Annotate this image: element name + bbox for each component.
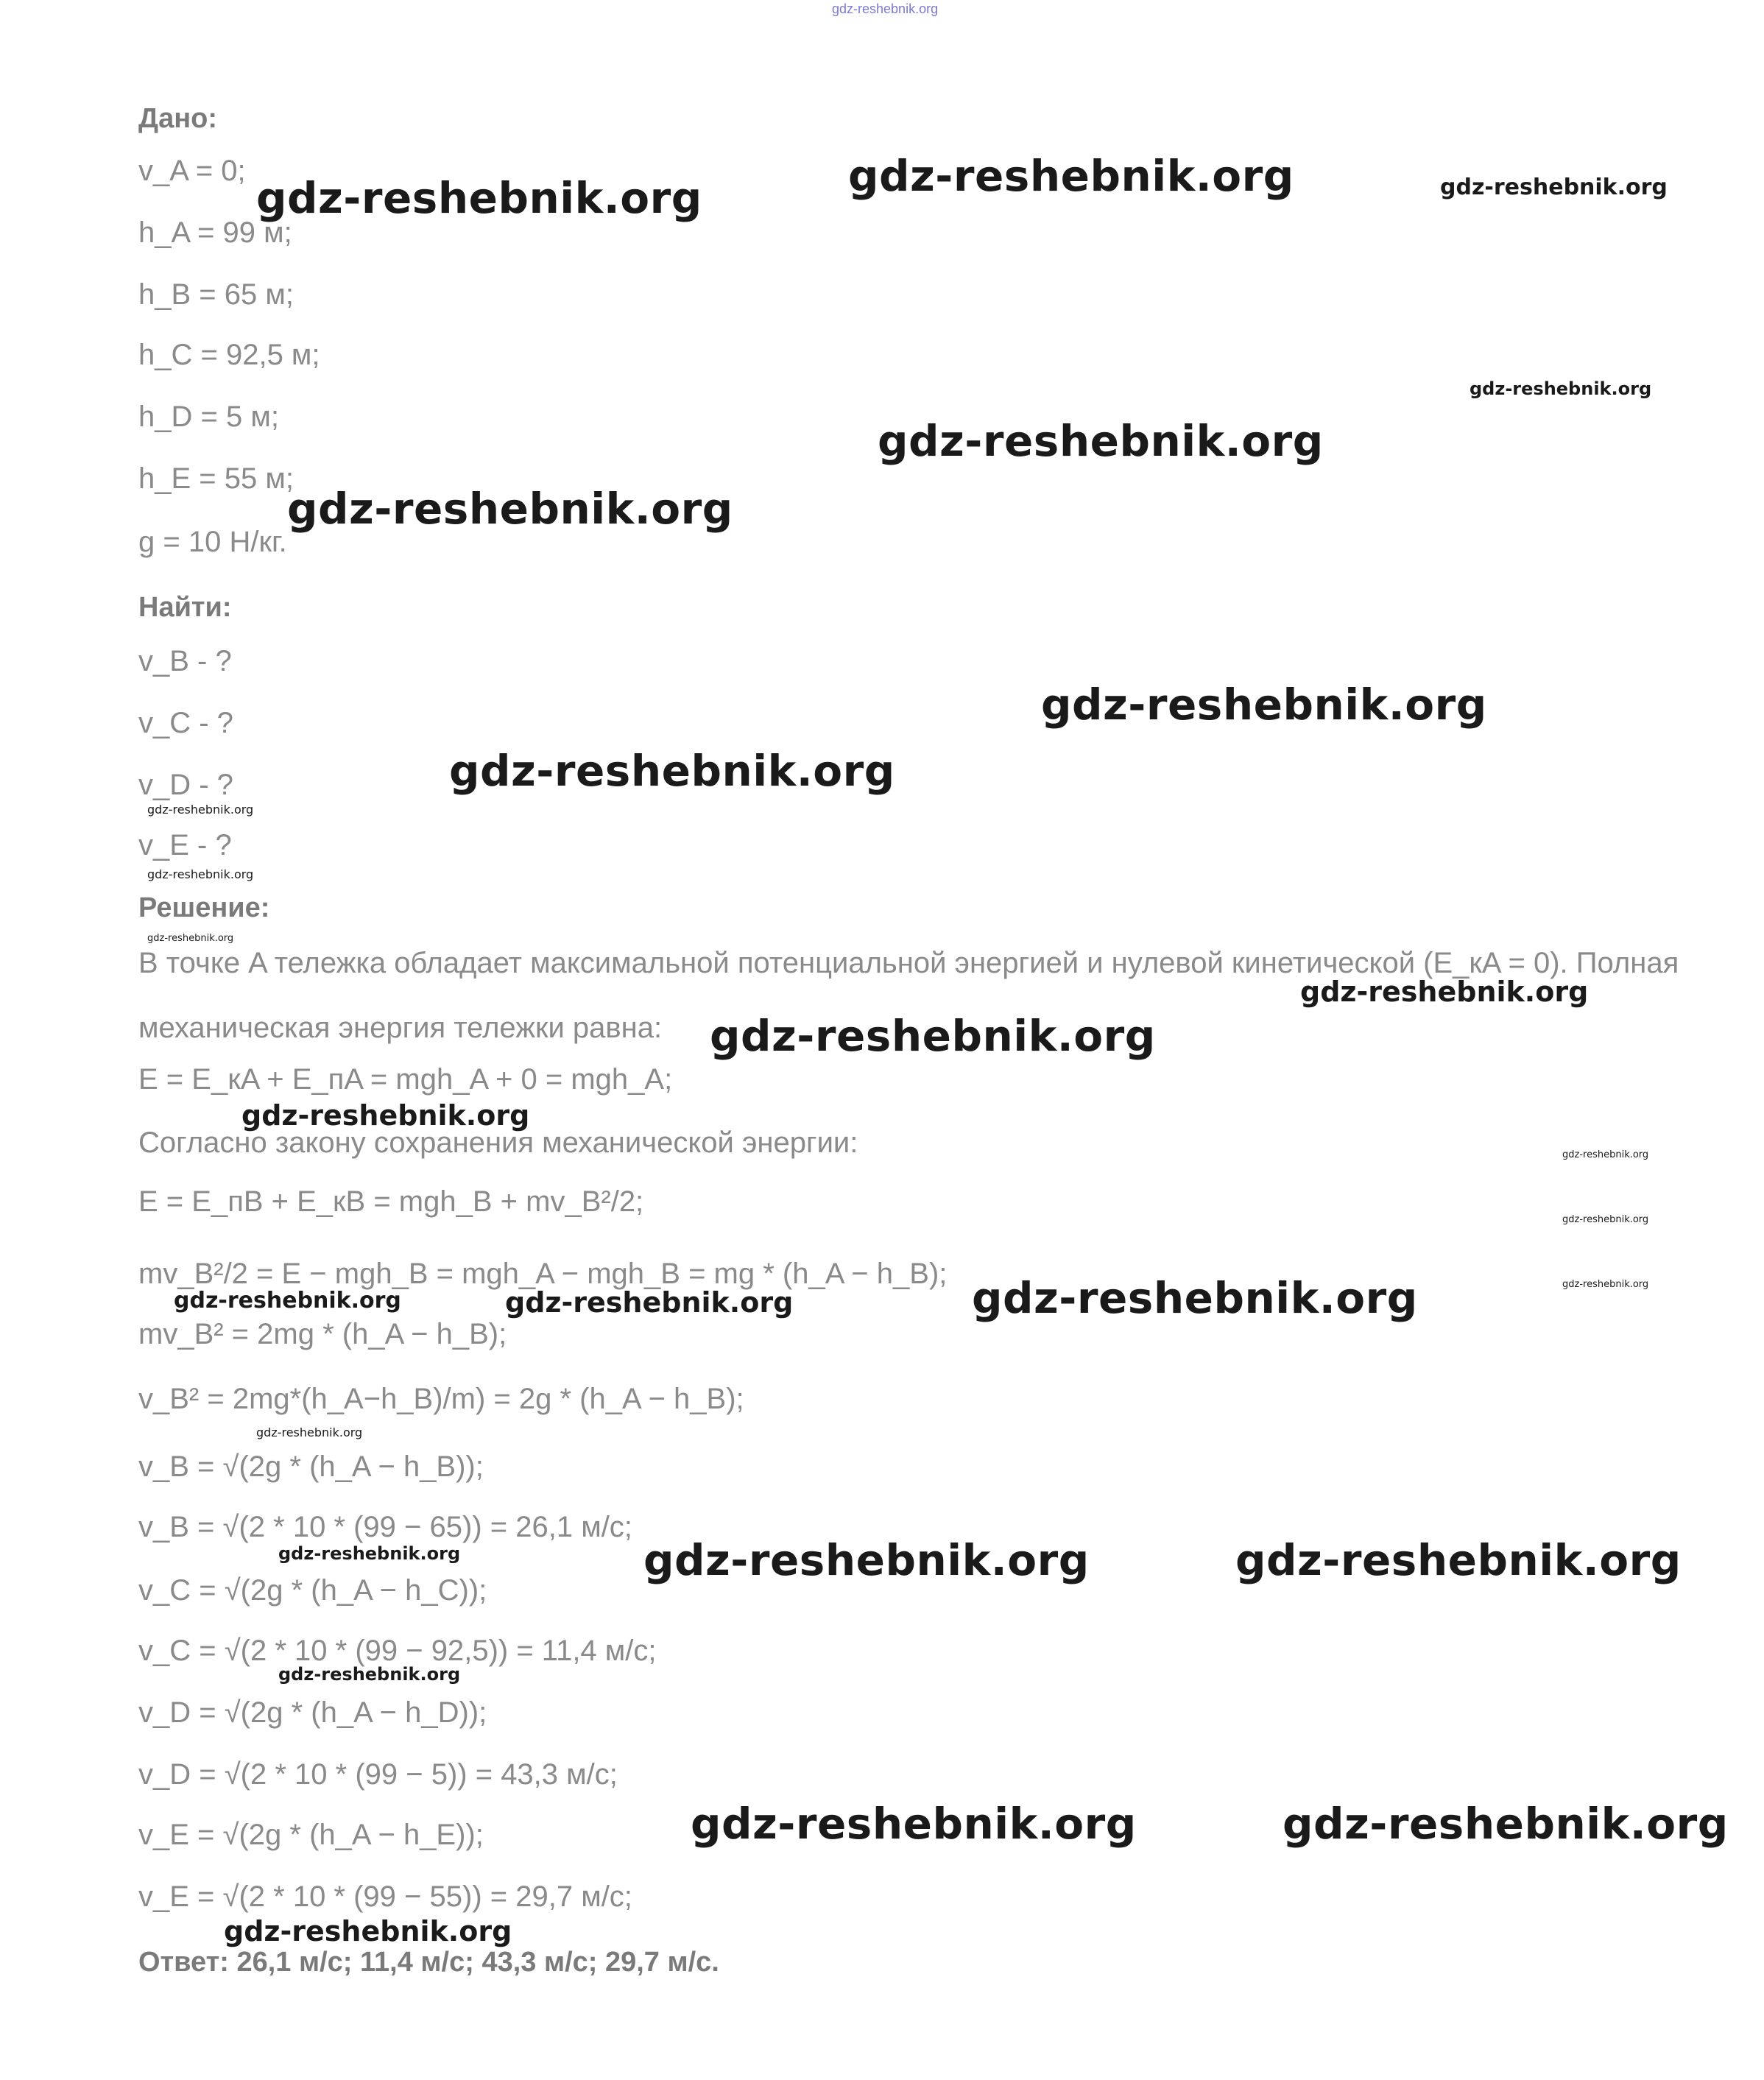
given-item: h_D = 5 м; — [138, 401, 279, 433]
given-item: h_B = 65 м; — [138, 278, 294, 311]
watermark: gdz-reshebnik.org — [224, 1915, 512, 1947]
equation: E = E_кA + E_пA = mgh_A + 0 = mgh_A; — [138, 1063, 673, 1096]
watermark: gdz-reshebnik.org — [449, 746, 895, 796]
watermark: gdz-reshebnik.org — [278, 1664, 461, 1685]
given-item: h_E = 55 м; — [138, 462, 294, 495]
solution-paragraph: В точке A тележка обладает максимальной потенциальной энергией и нулевой кинетической (E_кA = 0). Полная — [138, 947, 1679, 979]
watermark: gdz-reshebnik.org — [643, 1535, 1090, 1585]
find-heading: Найти: — [138, 592, 232, 623]
watermark: gdz-reshebnik.org — [1470, 378, 1652, 399]
solution-heading: Решение: — [138, 892, 270, 923]
watermark: gdz-reshebnik.org — [1562, 1214, 1649, 1225]
watermark: gdz-reshebnik.org — [878, 416, 1324, 466]
given-item: h_C = 92,5 м; — [138, 339, 320, 371]
find-item: v_C - ? — [138, 707, 233, 739]
find-item: v_B - ? — [138, 645, 232, 677]
watermark: gdz-reshebnik.org — [1562, 1149, 1649, 1160]
watermark: gdz-reshebnik.org — [972, 1273, 1418, 1323]
top-watermark: gdz-reshebnik.org — [832, 1, 939, 16]
watermark: gdz-reshebnik.org — [147, 933, 234, 944]
equation: mv_B²/2 = E − mgh_B = mgh_A − mgh_B = mg * (h_A − h_B); — [138, 1258, 948, 1290]
given-item: v_A = 0; — [138, 155, 246, 187]
solution-paragraph: механическая энергия тележки равна: — [138, 1012, 663, 1044]
watermark: gdz-reshebnik.org — [256, 1425, 363, 1439]
watermark: gdz-reshebnik.org — [287, 484, 733, 534]
watermark: gdz-reshebnik.org — [174, 1288, 401, 1314]
watermark: gdz-reshebnik.org — [256, 173, 702, 223]
watermark: gdz-reshebnik.org — [1041, 680, 1487, 730]
equation: v_E = √(2g * (h_A − h_E)); — [138, 1819, 484, 1851]
watermark: gdz-reshebnik.org — [147, 803, 254, 817]
given-item: g = 10 Н/кг. — [138, 526, 287, 558]
watermark: gdz-reshebnik.org — [278, 1543, 461, 1564]
equation: mv_B² = 2mg * (h_A − h_B); — [138, 1318, 507, 1350]
watermark: gdz-reshebnik.org — [710, 1011, 1156, 1061]
watermark: gdz-reshebnik.org — [147, 867, 254, 881]
equation: v_B² = 2mg*(h_A−h_B)/m) = 2g * (h_A − h_B); — [138, 1383, 744, 1415]
equation: v_E = √(2 * 10 * (99 − 55)) = 29,7 м/с; — [138, 1880, 632, 1913]
equation: v_D = √(2g * (h_A − h_D)); — [138, 1696, 487, 1729]
equation: v_C = √(2 * 10 * (99 − 92,5)) = 11,4 м/с; — [138, 1635, 657, 1667]
watermark: gdz-reshebnik.org — [1300, 976, 1589, 1008]
watermark: gdz-reshebnik.org — [241, 1099, 530, 1132]
answer: Ответ: 26,1 м/с; 11,4 м/с; 43,3 м/с; 29,7 м/с. — [138, 1947, 719, 1978]
equation: v_B = √(2g * (h_A − h_B)); — [138, 1450, 484, 1483]
watermark: gdz-reshebnik.org — [1562, 1279, 1649, 1290]
given-item: h_A = 99 м; — [138, 216, 292, 249]
equation: v_D = √(2 * 10 * (99 − 5)) = 43,3 м/с; — [138, 1758, 618, 1791]
watermark: gdz-reshebnik.org — [1235, 1535, 1682, 1585]
watermark: gdz-reshebnik.org — [1283, 1799, 1729, 1849]
watermark: gdz-reshebnik.org — [848, 151, 1294, 201]
equation: v_C = √(2g * (h_A − h_C)); — [138, 1574, 487, 1607]
watermark: gdz-reshebnik.org — [1440, 174, 1668, 200]
watermark: gdz-reshebnik.org — [505, 1286, 794, 1319]
equation: v_B = √(2 * 10 * (99 − 65)) = 26,1 м/с; — [138, 1511, 632, 1543]
watermark: gdz-reshebnik.org — [691, 1799, 1137, 1849]
given-heading: Дано: — [138, 103, 218, 134]
solution-paragraph: Согласно закону сохранения механической энергии: — [138, 1127, 858, 1159]
find-item: v_E - ? — [138, 829, 232, 861]
find-item: v_D - ? — [138, 769, 233, 801]
equation: E = E_пB + E_кB = mgh_B + mv_B²/2; — [138, 1185, 644, 1218]
